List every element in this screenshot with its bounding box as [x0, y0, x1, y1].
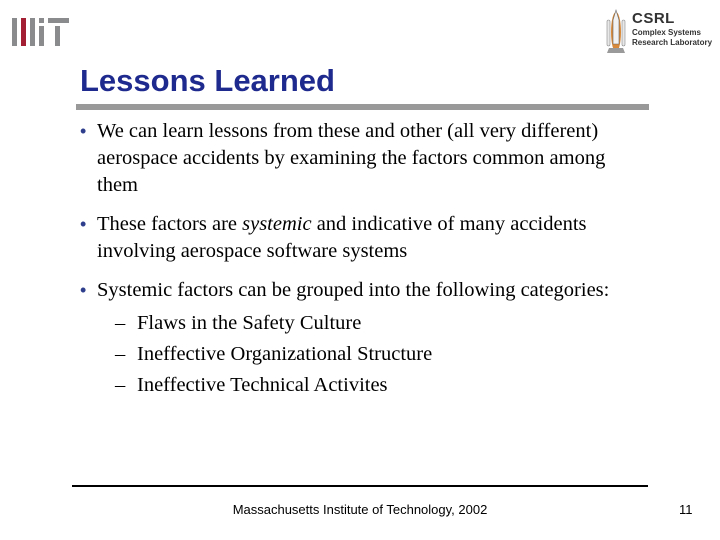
emphasized-word: systemic — [242, 213, 312, 235]
category-list — [97, 308, 640, 401]
title-underline — [76, 104, 649, 110]
bullet-text: Systemic factors can be grouped into the following categories: — [97, 279, 610, 301]
footer-text: Massachusetts Institute of Technology, 2002 — [232, 502, 488, 517]
slide-content — [80, 118, 640, 401]
bullet-item — [80, 118, 640, 199]
bullet-item — [80, 211, 640, 265]
csrl-subtitle-line1: Complex Systems — [632, 28, 701, 37]
dash-marker: – — [115, 312, 126, 334]
footer-rule — [72, 485, 648, 487]
category-item — [97, 339, 640, 370]
bullet-marker: • — [80, 214, 87, 234]
dash-marker: – — [115, 374, 126, 396]
mit-logo — [12, 16, 70, 46]
csrl-subtitle-line2: Research Laboratory — [632, 38, 713, 47]
bullet-text: We can learn lessons from these and other (all very different) aerospace accidents by examining the factors common among them — [97, 120, 606, 196]
bullet-text-end: and indicative of many accidents involving aerospace software systems — [97, 213, 587, 262]
bullet-marker: • — [80, 121, 87, 141]
bullet-text — [97, 213, 587, 262]
category-text: Ineffective Technical Activites — [137, 374, 388, 396]
bullet-text-start: These factors are — [97, 213, 243, 235]
slide-title: Lessons Learned — [80, 63, 335, 98]
category-item — [97, 308, 640, 339]
bullet-marker: • — [80, 280, 87, 300]
category-item — [97, 370, 640, 401]
csrl-title: CSRL — [632, 10, 675, 27]
bullet-item — [80, 277, 640, 401]
category-text: Ineffective Organizational Structure — [137, 343, 433, 365]
category-text: Flaws in the Safety Culture — [137, 312, 362, 334]
csrl-logo — [604, 6, 716, 54]
dash-marker: – — [115, 343, 126, 365]
page-number: 11 — [679, 502, 693, 517]
space-shuttle-icon — [604, 6, 628, 54]
